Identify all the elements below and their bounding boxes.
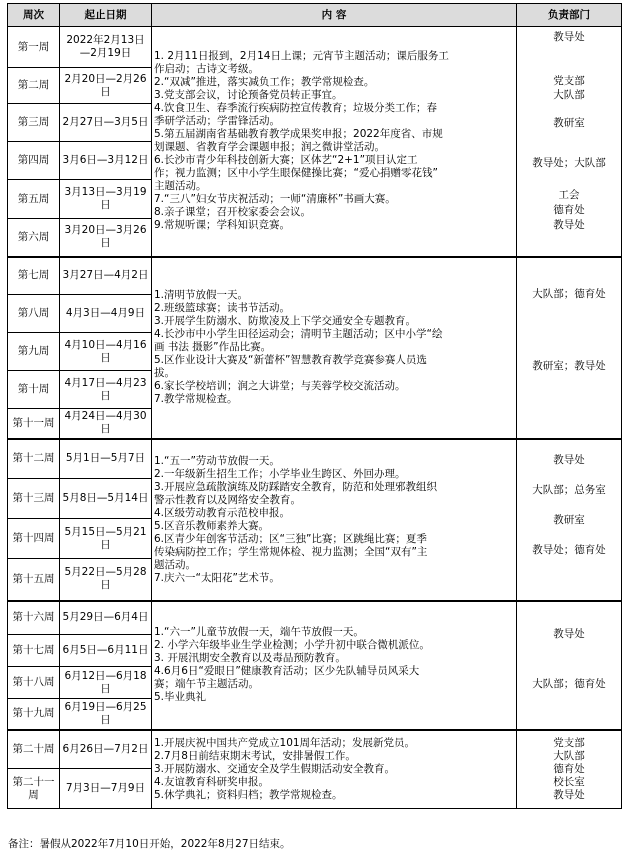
date-cell: 2022年2月13日—2月19日 (60, 27, 152, 68)
date-cell: 3月27日—4月2日 (60, 257, 152, 295)
dept-line: 大队部；德育处 (532, 287, 606, 300)
date-cell: 4月17日—4月23日 (60, 371, 152, 409)
dept-line: 工会 (558, 189, 580, 201)
date-cell: 6月19日—6月25日 (60, 699, 152, 730)
dept-line: 教导处 (553, 31, 585, 43)
dept-cell (517, 27, 622, 257)
week-cell: 第十二周 (8, 439, 60, 479)
week-cell: 第四周 (8, 142, 60, 180)
date-cell: 5月15日—5月21日 (60, 519, 152, 559)
dept-line: 德育处 (553, 204, 585, 216)
week-cell: 第一周 (8, 27, 60, 68)
week-cell: 第十四周 (8, 519, 60, 559)
week-cell: 第五周 (8, 180, 60, 219)
date-cell: 5月22日—5月28日 (60, 559, 152, 601)
work-schedule-table (7, 3, 622, 809)
content-line: 赛；端午节主题活动。 (154, 678, 259, 690)
week-cell: 第七周 (8, 257, 60, 295)
date-cell: 4月24日—4月30日 (60, 409, 152, 439)
dept-line: 德育处 (553, 762, 585, 775)
content-line: 4.6月6日“爱眼日”健康教育活动；区少先队辅导员风采大 (154, 665, 420, 677)
content-line: 画 书法 摄影”作品比赛。 (154, 341, 272, 353)
content-line: 1.“六一”儿童节放假一天，端午节放假一天。 (154, 626, 364, 638)
date-cell: 5月8日—5月14日 (60, 479, 152, 519)
week-cell: 第十周 (8, 371, 60, 409)
dept-line: 大队部；德育处 (532, 677, 606, 690)
content-line: 传染病防控工作；学生常规体检、视力监测；全国“双有”主 (154, 545, 428, 558)
week-cell: 第八周 (8, 295, 60, 333)
week-cell: 第十一周 (8, 409, 60, 439)
content-line: 2.一年级新生招生工作；小学毕业生跨区、外回办理。 (154, 467, 406, 480)
dept-cell (517, 601, 622, 730)
date-cell: 2月20日—2月26日 (60, 68, 152, 104)
content-line: 6.长沙市青少年科技创新大赛；区体艺“2+1”项目认定工 (154, 154, 418, 167)
table-row (8, 601, 622, 635)
date-cell: 6月26日—7月2日 (60, 730, 152, 769)
date-cell: 4月3日—4月9日 (60, 295, 152, 333)
date-cell: 3月13日—3月19日 (60, 180, 152, 219)
content-line: 2. 小学六年级毕业生学业检测；小学升初中联合微机派位。 (154, 639, 430, 651)
content-line: 6.区青少年创客节活动；区“三独”比赛；区跳绳比赛；夏季 (154, 532, 427, 545)
content-line: 题活动。 (154, 558, 196, 571)
dept-line: 大队部；总务室 (532, 483, 606, 496)
week-cell: 第十七周 (8, 635, 60, 667)
week-cell: 第十八周 (8, 667, 60, 699)
week-cell: 第十五周 (8, 559, 60, 601)
content-line: 1. 2月11日报到，2月14日上课；元宵节主题活动；课后服务工 (154, 50, 449, 63)
dept-line: 校长室 (553, 775, 585, 788)
date-cell: 6月12日—6月18日 (60, 667, 152, 699)
dept-line: 教研室 (553, 513, 585, 526)
footnote: 备注：暑假从2022年7月10日开始，2022年8月27日结束。 (8, 838, 291, 850)
date-cell: 2月27日—3月5日 (60, 104, 152, 142)
content-line: 1.“五一”劳动节放假一天。 (154, 454, 280, 467)
date-cell: 3月6日—3月12日 (60, 142, 152, 180)
content-line: 2.班级篮球赛；读书节活动。 (154, 302, 291, 314)
week-cell: 第二十周 (8, 730, 60, 769)
content-cell (152, 257, 517, 439)
date-cell: 3月20日—3月26日 (60, 219, 152, 257)
content-line: 7.“三八”妇女节庆祝活动；一师“清廉杯”书画大赛。 (154, 193, 396, 206)
content-line: 划课题、省教育学会课题申报；润之微讲堂活动。 (154, 141, 385, 154)
week-cell: 第九周 (8, 333, 60, 371)
week-cell: 第十六周 (8, 601, 60, 635)
content-line: 5.区音乐教师素养大赛。 (154, 519, 270, 532)
content-line: 6.家长学校培训；润之大讲堂；与芙蓉学校交流活动。 (154, 380, 406, 392)
table-row (8, 257, 622, 295)
content-line: 主题活动。 (154, 180, 207, 193)
dept-line: 党支部 (553, 736, 585, 749)
table-row (8, 27, 622, 68)
content-line: 5.休学典礼；资料归档；教学常规检查。 (154, 788, 343, 801)
content-line: 3.开展应急疏散演练及防踩踏安全教育，防范和处理邪教组织 (154, 480, 438, 493)
dept-line: 教导处 (553, 627, 585, 640)
content-line: 3.党支部会议，讨论预备党员转正事宜。 (154, 89, 343, 102)
content-line: 1.清明节放假一天。 (154, 289, 249, 301)
content-line: 5.毕业典礼 (154, 691, 207, 703)
week-cell: 第十三周 (8, 479, 60, 519)
week-cell: 第三周 (8, 104, 60, 142)
content-line: 4.饮食卫生、春季流行疾病防控宣传教育；垃圾分类工作；春 (154, 102, 438, 115)
content-line: 3. 开展汛期安全教育以及毒品预防教育。 (154, 652, 346, 664)
header-week: 周次 (8, 4, 60, 27)
content-line: 4.区级劳动教育示范校申报。 (154, 506, 291, 519)
dept-line: 教研室；教导处 (532, 359, 606, 372)
content-line: 4.长沙市中小学生田径运动会；清明节主题活动；区中小学“绘 (154, 328, 443, 340)
dept-line: 大队部 (553, 89, 585, 101)
content-line: 1.开展庆祝中国共产党成立101周年活动；发展新党员。 (154, 736, 416, 749)
week-cell: 第六周 (8, 219, 60, 257)
content-line: 7.庆六一“太阳花”艺术节。 (154, 571, 280, 584)
content-line: 警示性教育以及网络安全教育。 (154, 493, 301, 506)
header-date: 起止日期 (60, 4, 152, 27)
content-line: 7.教学常规检查。 (154, 393, 238, 405)
dept-line: 教导处 (553, 453, 585, 466)
dept-line: 教导处 (553, 219, 585, 231)
week-cell: 第二周 (8, 68, 60, 104)
content-line: 拔。 (154, 367, 175, 379)
week-cell: 第二十一周 (8, 769, 60, 809)
dept-line: 教研室 (553, 117, 585, 129)
dept-line: 教导处；德育处 (532, 543, 606, 556)
content-line: 3.开展学生防溺水、防欺凌及上下学交通安全专题教育。 (154, 315, 417, 327)
table-row (8, 439, 622, 479)
content-cell (152, 439, 517, 601)
content-line: 季研学活动；学雷锋活动。 (154, 115, 280, 128)
date-cell: 5月29日—6月4日 (60, 601, 152, 635)
week-cell: 第十九周 (8, 699, 60, 730)
content-cell (152, 601, 517, 730)
date-cell: 6月5日—6月11日 (60, 635, 152, 667)
dept-cell (517, 730, 622, 809)
content-line: 9.常规听课；学科知识竞赛。 (154, 219, 291, 232)
dept-line: 教导处；大队部 (532, 157, 606, 169)
dept-cell (517, 439, 622, 601)
dept-cell (517, 257, 622, 439)
content-line: 3.开展防溺水、交通安全及学生假期活动安全教育。 (154, 762, 396, 775)
content-line: 作；视力监测；区中小学生眼保健操比赛；“爱心捐赠零花钱” (154, 167, 438, 180)
content-line: 2.7月8日前结束期末考试，安排暑假工作。 (154, 749, 356, 762)
date-cell: 5月1日—5月7日 (60, 439, 152, 479)
dept-line: 教导处 (553, 788, 585, 801)
content-line: 8.亲子课堂；召开校家委会会议。 (154, 206, 312, 219)
content-line: 5.第五届湖南省基础教育教学成果奖申报；2022年度省、市规 (154, 128, 443, 141)
content-cell (152, 27, 517, 257)
header-content: 内 容 (152, 4, 517, 27)
content-cell (152, 730, 517, 809)
header-dept: 负责部门 (517, 4, 622, 27)
date-cell: 7月3日—7月9日 (60, 769, 152, 809)
content-line: 2.“双减”推进，落实减负工作；教学常规检查。 (154, 76, 375, 89)
content-line: 5.区作业设计大赛及“新蕾杯”智慧教育教学竞赛参赛人员选 (154, 354, 427, 366)
dept-line: 大队部 (553, 749, 585, 762)
table-row (8, 730, 622, 769)
content-line: 4.友谊教育科研奖申报。 (154, 775, 270, 788)
date-cell: 4月10日—4月16日 (60, 333, 152, 371)
content-line: 作启动；古诗文考级。 (154, 63, 259, 76)
dept-line: 党支部 (553, 75, 585, 87)
